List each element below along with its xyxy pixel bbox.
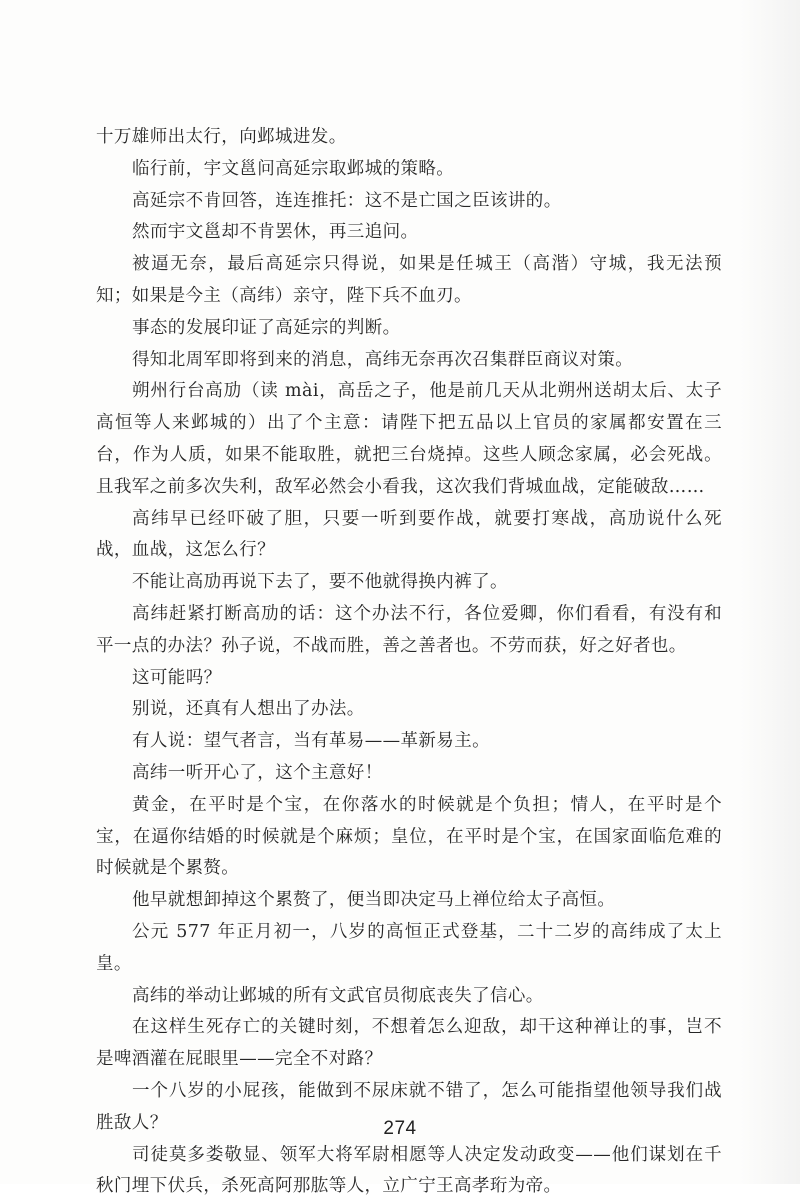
paragraph-22: 司徒莫多娄敬显、领军大将军尉相愿等人决定发动政变——他们谋划在千秋门埋下伏兵，杀死高阿那肱等人，立广宁王高孝珩为帝。: [96, 1140, 722, 1203]
paragraph-14: 有人说：望气者言，当有革易——革新易主。: [96, 726, 722, 758]
paragraph-2: 临行前，宇文邕问高延宗取邺城的策略。: [96, 154, 722, 186]
paragraph-18: 公元 577 年正月初一，八岁的高恒正式登基，二十二岁的高纬成了太上皇。: [96, 917, 722, 981]
body-text: [96, 122, 722, 1203]
paragraph-16: 黄金，在平时是个宝，在你落水的时候就是个负担；情人，在平时是个宝，在逼你结婚的时候就是个麻烦；皇位，在平时是个宝，在国家面临危难的时候就是个累赘。: [96, 790, 722, 885]
paragraph-12: 这可能吗？: [96, 663, 722, 695]
paragraph-6: 事态的发展印证了高延宗的判断。: [96, 313, 722, 345]
paragraph-5: 被逼无奈，最后高延宗只得说，如果是任城王（高湝）守城，我无法预知；如果是今主（高纬）亲守，陛下兵不血刃。: [96, 249, 722, 313]
paragraph-17: 他早就想卸掉这个累赘了，便当即决定马上禅位给太子高恒。: [96, 885, 722, 917]
paragraph-21: 一个八岁的小屁孩，能做到不尿床就不错了，怎么可能指望他领导我们战胜敌人？: [96, 1076, 722, 1140]
paragraph-10: 不能让高劢再说下去了，要不他就得换内裤了。: [96, 567, 722, 599]
paragraph-8: 朔州行台高劢（读 mài，高岳之子，他是前几天从北朔州送胡太后、太子高恒等人来邺城的）出了个主意：请陛下把五品以上官员的家属都安置在三台，作为人质，如果不能取胜，就把三台烧掉。这些人顾念家属，必会死战。且我军之前多次失利，敌军必然会小看我，这次我们背城血战，定能破敌……: [96, 376, 722, 503]
paragraph-13: 别说，还真有人想出了办法。: [96, 694, 722, 726]
paragraph-3: 高延宗不肯回答，连连推托：这不是亡国之臣该讲的。: [96, 186, 722, 218]
paragraph-19: 高纬的举动让邺城的所有文武官员彻底丧失了信心。: [96, 981, 722, 1013]
paragraph-11: 高纬赶紧打断高劢的话：这个办法不行，各位爱卿，你们看看，有没有和平一点的办法？孙子说，不战而胜，善之善者也。不劳而获，好之好者也。: [96, 599, 722, 663]
paragraph-7: 得知北周军即将到来的消息，高纬无奈再次召集群臣商议对策。: [96, 345, 722, 377]
paragraph-4: 然而宇文邕却不肯罢休，再三追问。: [96, 217, 722, 249]
page-edge-shadow: [740, 0, 800, 1184]
paragraph-15: 高纬一听开心了，这个主意好！: [96, 758, 722, 790]
paragraph-9: 高纬早已经吓破了胆，只要一听到要作战，就要打寒战，高劢说什么死战，血战，这怎么行？: [96, 504, 722, 568]
page-number: 274: [0, 1118, 800, 1140]
paragraph-1: 十万雄师出太行，向邺城进发。: [96, 122, 722, 154]
paragraph-20: 在这样生死存亡的关键时刻，不想着怎么迎敌，却干这种禅让的事，岂不是啤酒灌在屁眼里——完全不对路？: [96, 1012, 722, 1076]
